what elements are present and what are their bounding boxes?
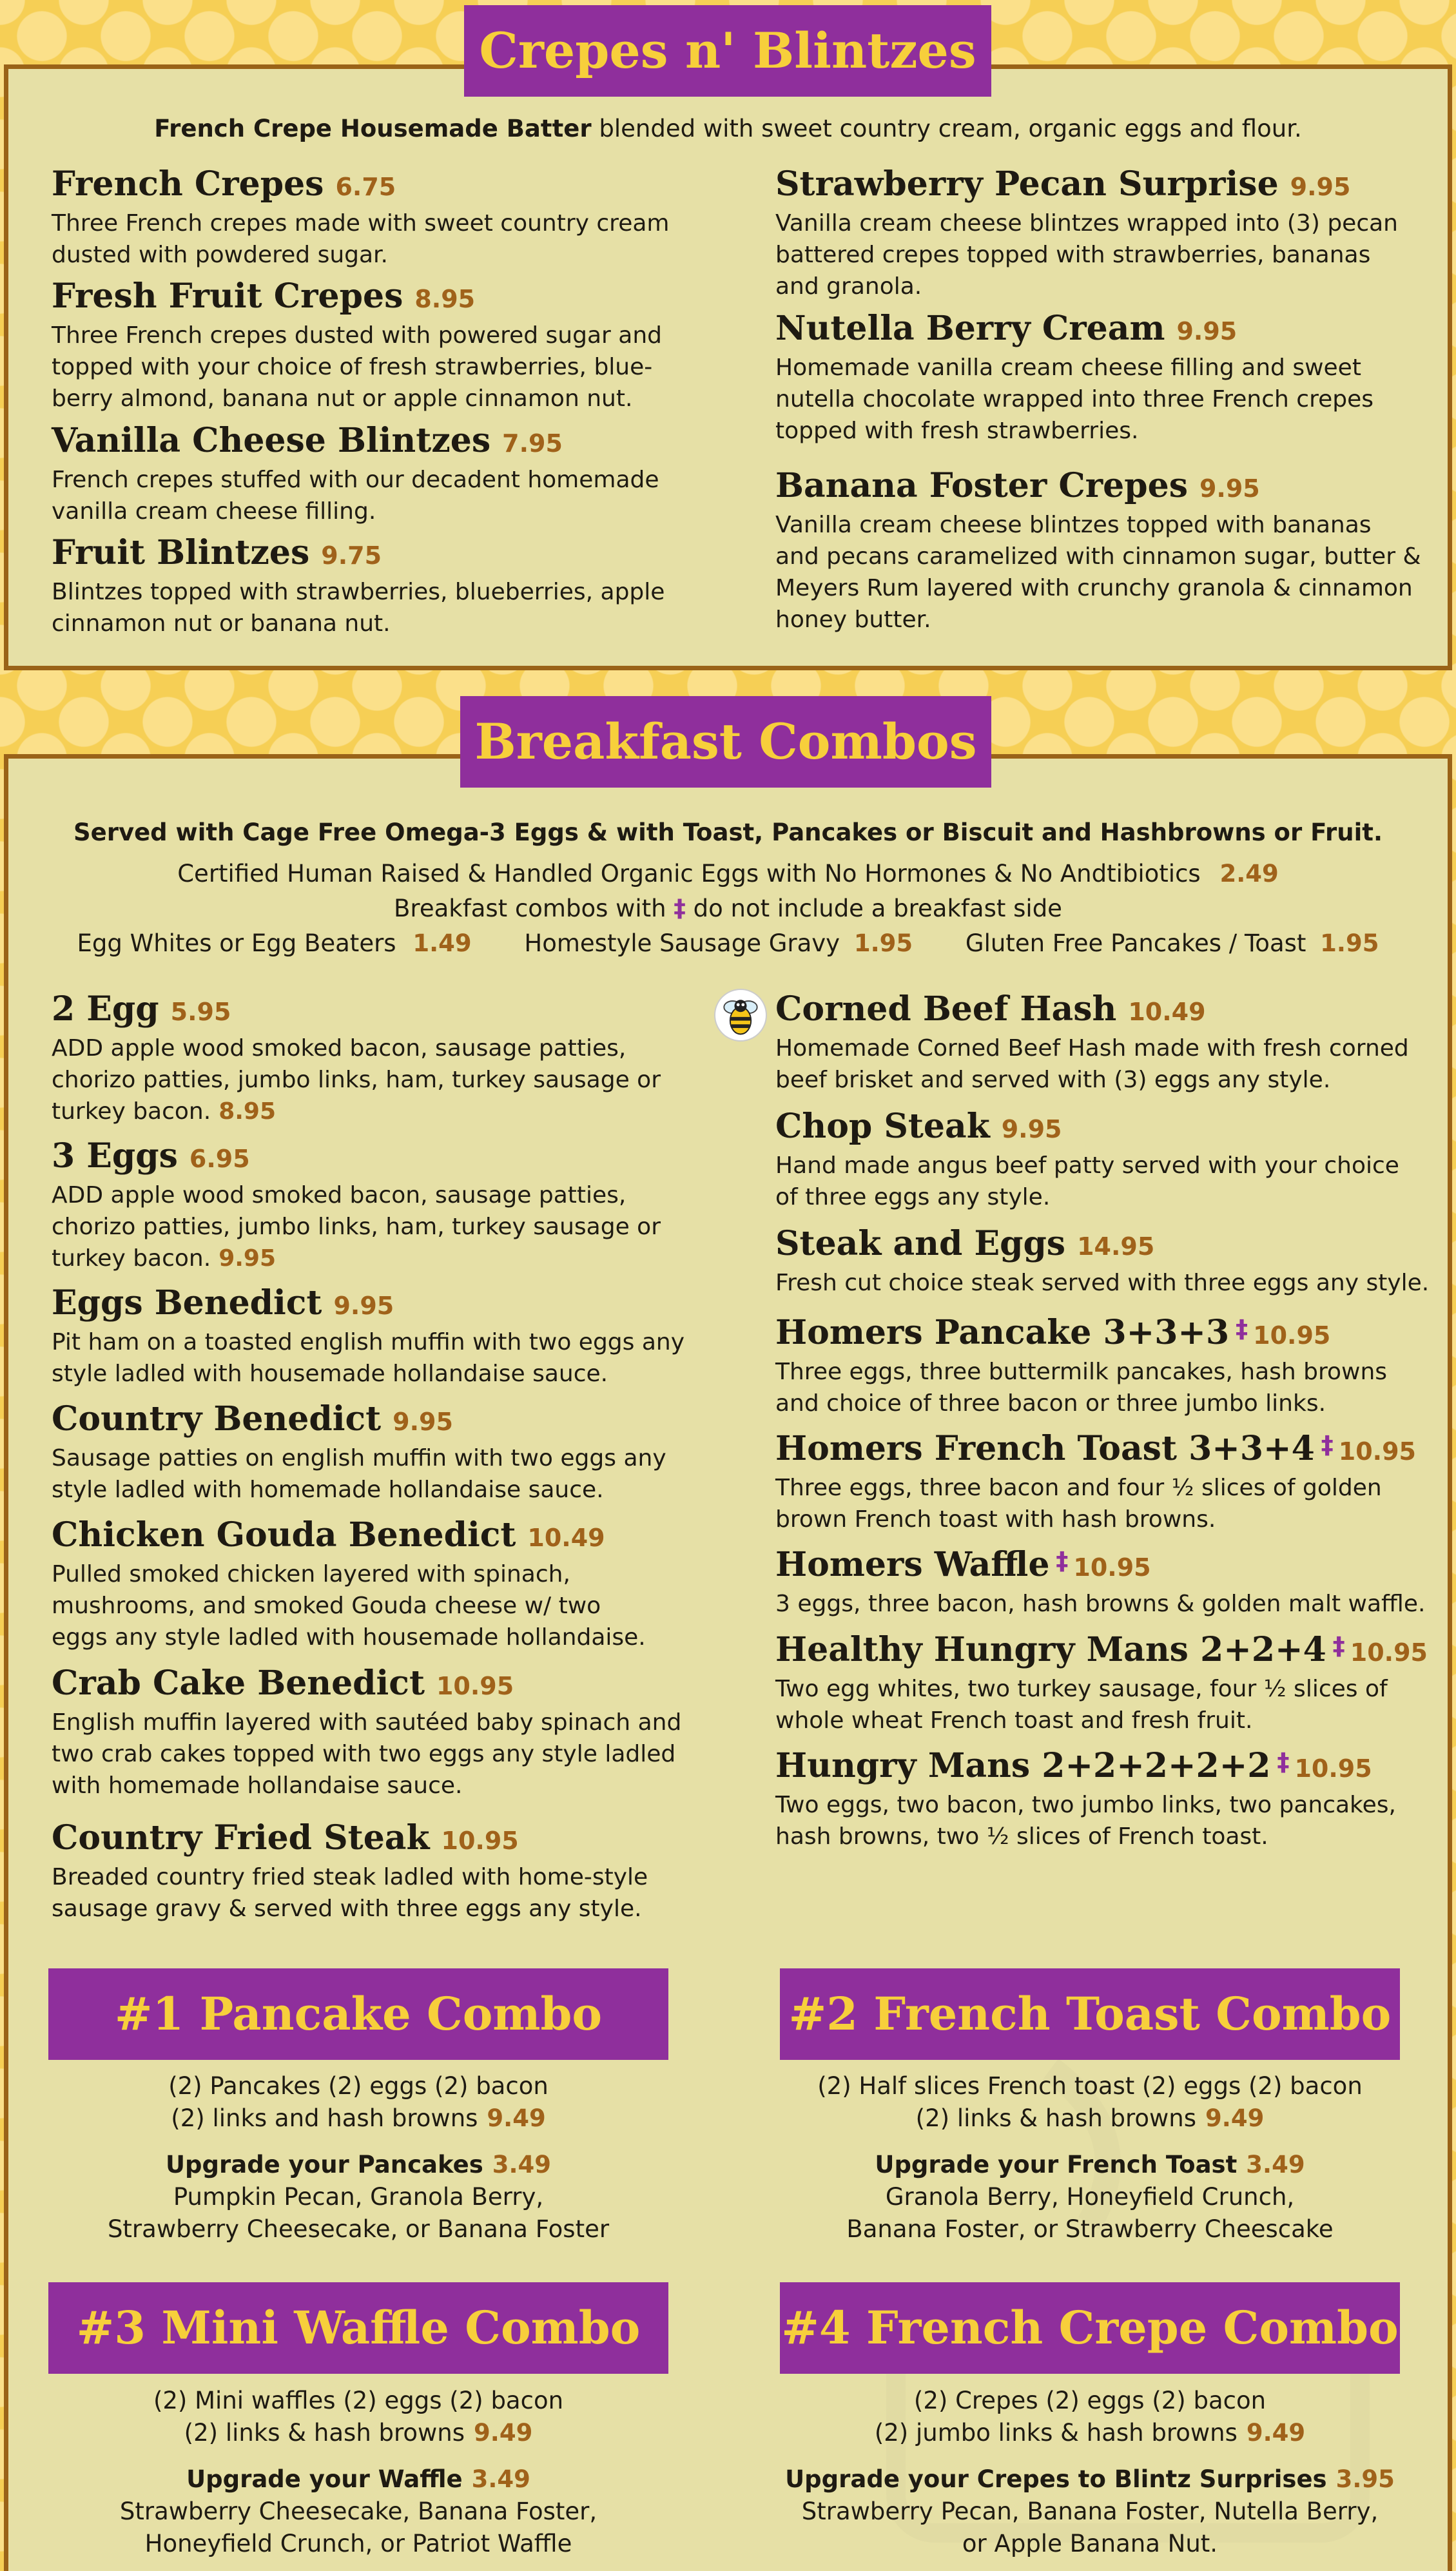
combo3-line1: (2) Mini waffles (2) eggs (2) bacon xyxy=(153,2387,564,2414)
menu-item xyxy=(52,276,722,414)
menu-item-name-line xyxy=(52,276,722,320)
menu-item-description-line xyxy=(52,1861,722,1893)
description-text: two crab cakes topped with two eggs any style ladled xyxy=(52,1741,676,1767)
menu-item xyxy=(52,164,722,271)
menu-item-description-line xyxy=(52,351,722,383)
menu-item-name-line xyxy=(775,1223,1446,1267)
menu-item xyxy=(775,465,1446,635)
combo4-line2: (2) jumbo links & hash browns xyxy=(874,2419,1238,2447)
description-text: 3 eggs, three bacon, hash browns & golden malt waffle. xyxy=(775,1591,1426,1617)
menu-item-description-line xyxy=(775,1181,1446,1213)
combo3-title: #3 Mini Waffle Combo xyxy=(48,2282,668,2374)
combo2-line2: (2) links & hash browns xyxy=(915,2104,1197,2132)
menu-item-price: 9.95 xyxy=(333,1292,394,1320)
menu-item xyxy=(52,1663,722,1801)
menu-item-name-line xyxy=(775,1741,1446,1789)
menu-item-name-line xyxy=(775,1106,1446,1150)
menu-item-description-line xyxy=(52,1326,722,1358)
menu-item-price: 10.49 xyxy=(527,1524,605,1552)
menu-item-description-line xyxy=(52,208,722,239)
crepes-intro-rest: blended with sweet country cream, organic eggs and flour. xyxy=(599,115,1302,142)
description-text: Three eggs, three bacon and four ½ slices of golden xyxy=(775,1475,1382,1501)
menu-item-name: 2 Egg xyxy=(52,989,159,1029)
menu-item-name: Eggs Benedict xyxy=(52,1283,322,1323)
description-text: Blintzes topped with strawberries, blueberries, apple xyxy=(52,579,665,605)
combo3-options2: Honeyfield Crunch, or Patriot Waffle xyxy=(144,2530,572,2557)
menu-item xyxy=(775,308,1446,447)
menu-item xyxy=(775,1540,1446,1620)
menu-item-name-line xyxy=(775,465,1446,509)
combo4-upgrade-price: 3.95 xyxy=(1335,2465,1395,2493)
combo4-options2: or Apple Banana Nut. xyxy=(962,2530,1218,2557)
menu-item-name-line xyxy=(52,1283,722,1326)
description-text: Sausage patties on english muffin with two eggs any xyxy=(52,1445,666,1471)
menu-item-name-line xyxy=(775,164,1446,208)
menu-item-description-line xyxy=(775,415,1446,447)
description-text: Fresh cut choice steak served with three eggs any style. xyxy=(775,1270,1430,1296)
combo4-price: 9.49 xyxy=(1246,2419,1306,2447)
description-text: topped with fresh strawberries. xyxy=(775,418,1139,444)
description-text: beef brisket and served with (3) eggs any style. xyxy=(775,1067,1331,1093)
description-text: Two egg whites, two turkey sausage, four ½ slices of xyxy=(775,1676,1388,1702)
menu-item-description-line xyxy=(52,1770,722,1801)
menu-item-price: 9.95 xyxy=(393,1408,453,1436)
description-text: and choice of three bacon or three jumbo links. xyxy=(775,1390,1326,1417)
menu-item xyxy=(775,164,1446,302)
crepes-section-title: Crepes n' Blintzes xyxy=(464,5,991,97)
menu-item-price: 9.95 xyxy=(1290,173,1351,201)
menu-item-description-line xyxy=(775,208,1446,239)
description-text: Three French crepes made with sweet country cream xyxy=(52,210,670,237)
menu-item-description-line xyxy=(775,239,1446,271)
combo2-options1: Granola Berry, Honeyfield Crunch, xyxy=(885,2183,1295,2211)
menu-item xyxy=(775,1223,1446,1299)
menu-item-price: 9.95 xyxy=(1176,317,1238,345)
description-text: honey butter. xyxy=(775,606,931,633)
description-text: mushrooms, and smoked Gouda cheese w/ two xyxy=(52,1593,601,1619)
description-text: turkey bacon. xyxy=(52,1245,211,1272)
combo1-line2: (2) links and hash browns xyxy=(171,2104,478,2132)
description-text: with homemade hollandaise sauce. xyxy=(52,1772,463,1799)
description-text: brown French toast with hash browns. xyxy=(775,1506,1216,1533)
menu-item xyxy=(52,1399,722,1506)
menu-item-description-line xyxy=(775,1504,1446,1535)
menu-item-description-line xyxy=(52,1590,722,1622)
menu-item-name: French Crepes xyxy=(52,164,324,204)
combo1-options2: Strawberry Cheesecake, or Banana Foster xyxy=(107,2215,610,2243)
menu-item-name: Chop Steak xyxy=(775,1107,990,1146)
combo1-upgrade-label: Upgrade your Pancakes xyxy=(165,2151,483,2178)
menu-item-price: 10.95 xyxy=(441,1827,519,1855)
menu-item-description-line xyxy=(775,1673,1446,1705)
menu-item-name: Corned Beef Hash xyxy=(775,989,1117,1029)
description-text: and granola. xyxy=(775,273,922,300)
menu-item-name-line xyxy=(52,1136,722,1179)
menu-item-description-line xyxy=(52,1893,722,1925)
menu-item-description-line xyxy=(775,1267,1446,1299)
description-text: Hand made angus beef patty served with your choice xyxy=(775,1152,1399,1179)
menu-item-name-line xyxy=(775,308,1446,352)
description-text: ADD apple wood smoked bacon, sausage patties, xyxy=(52,1035,626,1062)
menu-item-description-line xyxy=(52,1064,722,1096)
menu-item-name-line xyxy=(52,1515,722,1558)
menu-item-name-line xyxy=(775,1308,1446,1356)
description-text: hash browns, two ½ slices of French toast. xyxy=(775,1823,1268,1850)
menu-item-description-line xyxy=(52,1738,722,1770)
addon-egg-whites-price: 1.49 xyxy=(413,929,472,957)
description-text: chorizo patties, jumbo links, ham, turkey sausage or xyxy=(52,1214,661,1240)
description-text: English muffin layered with sautéed baby spinach and xyxy=(52,1709,682,1736)
menu-item-description-line xyxy=(52,1622,722,1653)
menu-item-add-price: 8.95 xyxy=(218,1098,277,1125)
menu-item-price: 5.95 xyxy=(170,998,231,1026)
menu-item xyxy=(52,420,722,527)
dagger-note-a: Breakfast combos with xyxy=(394,895,666,922)
description-text: nutella chocolate wrapped into three French crepes xyxy=(775,386,1373,412)
menu-item-description-line xyxy=(52,383,722,414)
menu-item-description-line xyxy=(52,1474,722,1506)
menu-item-description-line xyxy=(775,604,1446,635)
menu-item-name: Healthy Hungry Mans 2+2+4 xyxy=(775,1630,1326,1669)
menu-item-description-line xyxy=(52,1558,722,1590)
menu-item-description-line xyxy=(775,1356,1446,1388)
menu-item-description-line xyxy=(775,1588,1446,1620)
menu-item-price: 10.49 xyxy=(1128,998,1206,1026)
menu-item-name-line xyxy=(52,532,722,576)
menu-item-price: 8.95 xyxy=(414,285,476,313)
combo1-title: #1 Pancake Combo xyxy=(48,1968,668,2060)
menu-item-price: 6.95 xyxy=(189,1145,250,1173)
description-text: cinnamon nut or banana nut. xyxy=(52,610,391,637)
combo2-line1: (2) Half slices French toast (2) eggs (2) bacon xyxy=(817,2072,1363,2100)
menu-item-name: Hungry Mans 2+2+2+2+2 xyxy=(775,1746,1271,1785)
description-text: of three eggs any style. xyxy=(775,1184,1051,1210)
menu-item xyxy=(52,532,722,639)
menu-item-description-line xyxy=(52,608,722,639)
combo1-line1: (2) Pancakes (2) eggs (2) bacon xyxy=(168,2072,548,2100)
description-text: Breaded country fried steak ladled with home-style xyxy=(52,1864,648,1890)
description-text: eggs any style ladled with housemade hollandaise. xyxy=(52,1624,646,1651)
menu-item-name: Country Benedict xyxy=(52,1399,382,1439)
description-text: style ladled with housemade hollandaise sauce. xyxy=(52,1361,608,1387)
description-text: ADD apple wood smoked bacon, sausage patties, xyxy=(52,1182,626,1208)
description-text: style ladled with homemade hollandaise sauce. xyxy=(52,1477,604,1503)
menu-item-add-price: 9.95 xyxy=(218,1245,277,1272)
menu-item-description-line xyxy=(52,320,722,351)
menu-item-price: 10.95 xyxy=(1073,1553,1151,1582)
breakfast-addons xyxy=(0,929,1456,957)
breakfast-intro-dagger-note xyxy=(0,895,1456,922)
menu-item-price: 10.95 xyxy=(1253,1321,1331,1350)
combo2-details xyxy=(781,2070,1399,2246)
breakfast-intro-organic xyxy=(0,860,1456,888)
menu-item xyxy=(775,1741,1446,1852)
menu-item-price: 7.95 xyxy=(502,429,563,458)
menu-item-price: 6.75 xyxy=(335,173,396,201)
menu-item xyxy=(775,1424,1446,1535)
menu-item-name: Nutella Berry Cream xyxy=(775,309,1165,348)
menu-item xyxy=(775,1625,1446,1736)
menu-item-description-line xyxy=(52,1243,722,1274)
combo3-details xyxy=(49,2385,668,2560)
menu-item-name: Fruit Blintzes xyxy=(52,533,310,572)
menu-item-name: Homers Waffle xyxy=(775,1545,1050,1584)
description-text: Homemade Corned Beef Hash made with fresh corned xyxy=(775,1035,1409,1062)
menu-item-description-line xyxy=(775,509,1446,541)
description-text: Vanilla cream cheese blintzes topped with bananas xyxy=(775,512,1372,538)
menu-item-description-line xyxy=(52,496,722,527)
bee-icon xyxy=(714,989,767,1042)
dagger-note-b: do not include a breakfast side xyxy=(693,895,1062,922)
combo2-price: 9.49 xyxy=(1205,2104,1265,2132)
addon-sausage-gravy: Homestyle Sausage Gravy xyxy=(524,929,840,957)
combo4-upgrade-label: Upgrade your Crepes to Blintz Surprises xyxy=(785,2465,1327,2493)
menu-item-price: 10.95 xyxy=(1338,1437,1416,1466)
description-text: turkey bacon. xyxy=(52,1098,211,1125)
menu-item-name: Country Fried Steak xyxy=(52,1818,430,1858)
description-text: topped with your choice of fresh strawberries, blue- xyxy=(52,354,653,380)
menu-item-description-line xyxy=(775,541,1446,572)
crepes-intro xyxy=(0,115,1456,142)
menu-item xyxy=(775,989,1446,1096)
menu-item xyxy=(775,1106,1446,1213)
menu-item-description-line xyxy=(775,1705,1446,1736)
combo3-options1: Strawberry Cheesecake, Banana Foster, xyxy=(119,2498,597,2525)
menu-item-description-line xyxy=(52,1358,722,1390)
menu-item-price: 9.75 xyxy=(321,541,382,570)
combo4-details xyxy=(781,2385,1399,2560)
description-text: Meyers Rum layered with crunchy granola & cinnamon xyxy=(775,575,1413,601)
menu-item-name: Homers Pancake 3+3+3 xyxy=(775,1313,1230,1352)
menu-item-name: Crab Cake Benedict xyxy=(52,1664,425,1703)
no-side-dagger: ‡ xyxy=(1236,1315,1248,1343)
menu-item-description-line xyxy=(775,1150,1446,1181)
addon-gluten-free: Gluten Free Pancakes / Toast xyxy=(965,929,1306,957)
menu-item xyxy=(775,1308,1446,1419)
menu-item-description-line xyxy=(52,1033,722,1064)
crepes-intro-bold: French Crepe Housemade Batter xyxy=(154,115,592,142)
combo2-upgrade-label: Upgrade your French Toast xyxy=(875,2151,1238,2178)
description-text: and pecans caramelized with cinnamon sugar, butter & xyxy=(775,543,1421,570)
menu-item-description-line xyxy=(775,1064,1446,1096)
description-text: Vanilla cream cheese blintzes wrapped into (3) pecan xyxy=(775,210,1398,237)
menu-item-name: Homers French Toast 3+3+4 xyxy=(775,1429,1315,1468)
combo1-details xyxy=(49,2070,668,2246)
menu-item-name-line xyxy=(775,1540,1446,1588)
menu-item-name: Strawberry Pecan Surprise xyxy=(775,164,1279,204)
combo3-price: 9.49 xyxy=(474,2419,533,2447)
dagger-symbol: ‡ xyxy=(674,895,686,922)
menu-item-name-line xyxy=(775,989,1446,1033)
no-side-dagger: ‡ xyxy=(1321,1431,1334,1459)
menu-item-description-line xyxy=(52,1707,722,1738)
description-text: Homemade vanilla cream cheese filling and sweet xyxy=(775,354,1361,381)
menu-item-description-line xyxy=(52,239,722,271)
breakfast-section-title: Breakfast Combos xyxy=(460,696,991,788)
combo4-title: #4 French Crepe Combo xyxy=(780,2282,1400,2374)
menu-item-description-line xyxy=(52,1179,722,1211)
addon-egg-whites: Egg Whites or Egg Beaters xyxy=(77,929,396,957)
description-text: whole wheat French toast and fresh fruit. xyxy=(775,1707,1253,1734)
menu-item-description-line xyxy=(775,1472,1446,1504)
menu-item-description-line xyxy=(775,1388,1446,1419)
menu-item-name: 3 Eggs xyxy=(52,1136,178,1176)
organic-eggs-price: 2.49 xyxy=(1219,860,1279,888)
menu-item-description-line xyxy=(52,576,722,608)
menu-item-price: 9.95 xyxy=(1199,474,1260,503)
menu-item-name-line xyxy=(775,1625,1446,1673)
menu-item-description-line xyxy=(775,352,1446,383)
addon-gluten-free-price: 1.95 xyxy=(1320,929,1379,957)
menu-item-name-line xyxy=(52,164,722,208)
combo1-upgrade-price: 3.49 xyxy=(492,2151,552,2178)
description-text: Pulled smoked chicken layered with spinach, xyxy=(52,1561,570,1587)
organic-eggs-text: Certified Human Raised & Handled Organic Eggs with No Hormones & No Andtibiotics xyxy=(177,860,1201,888)
description-text: berry almond, banana nut or apple cinnamon nut. xyxy=(52,385,633,412)
menu-item-name: Banana Foster Crepes xyxy=(775,466,1188,505)
combo1-price: 9.49 xyxy=(487,2104,546,2132)
menu-item-price: 14.95 xyxy=(1077,1232,1155,1261)
description-text: battered crepes topped with strawberries, bananas xyxy=(775,242,1371,268)
description-text: French crepes stuffed with our decadent homemade xyxy=(52,467,659,493)
menu-item xyxy=(52,1515,722,1653)
menu-item xyxy=(52,1283,722,1390)
description-text: sausage gravy & served with three eggs any style. xyxy=(52,1896,642,1922)
addon-sausage-gravy-price: 1.95 xyxy=(853,929,913,957)
menu-item-name: Vanilla Cheese Blintzes xyxy=(52,421,491,460)
menu-item-description-line xyxy=(775,1789,1446,1821)
menu-item xyxy=(52,1136,722,1274)
description-text: chorizo patties, jumbo links, ham, turkey sausage or xyxy=(52,1067,661,1093)
menu-item-price: 10.95 xyxy=(436,1672,514,1700)
no-side-dagger: ‡ xyxy=(1056,1547,1069,1575)
menu-item-description-line xyxy=(775,271,1446,302)
combo3-upgrade-label: Upgrade your Waffle xyxy=(186,2465,463,2493)
menu-item-description-line xyxy=(775,383,1446,415)
menu-item-price: 10.95 xyxy=(1294,1754,1372,1783)
menu-item-description-line xyxy=(52,1096,722,1127)
menu-item-description-line xyxy=(775,572,1446,604)
description-text: Three French crepes dusted with powered sugar and xyxy=(52,322,663,349)
combo3-upgrade-price: 3.49 xyxy=(471,2465,530,2493)
no-side-dagger: ‡ xyxy=(1277,1748,1290,1776)
menu-item-description-line xyxy=(52,464,722,496)
no-side-dagger: ‡ xyxy=(1332,1632,1345,1660)
menu-item-price: 9.95 xyxy=(1001,1115,1062,1143)
menu-item-description-line xyxy=(775,1033,1446,1064)
combo2-title: #2 French Toast Combo xyxy=(780,1968,1400,2060)
combo4-options1: Strawberry Pecan, Banana Foster, Nutella Berry, xyxy=(801,2498,1379,2525)
menu-item-description-line xyxy=(775,1821,1446,1852)
combo2-options2: Banana Foster, or Strawberry Cheescake xyxy=(846,2215,1334,2243)
menu-item-description-line xyxy=(52,1442,722,1474)
menu-item-name-line xyxy=(52,1399,722,1442)
menu-item-description-line xyxy=(52,1211,722,1243)
menu-item xyxy=(52,1818,722,1925)
combo4-line1: (2) Crepes (2) eggs (2) bacon xyxy=(913,2387,1267,2414)
menu-item-name-line xyxy=(775,1424,1446,1472)
menu-item-name: Chicken Gouda Benedict xyxy=(52,1515,516,1555)
menu-item-name: Steak and Eggs xyxy=(775,1224,1066,1263)
menu-item-name-line xyxy=(52,1663,722,1707)
description-text: vanilla cream cheese filling. xyxy=(52,498,376,525)
menu-item-name: Fresh Fruit Crepes xyxy=(52,277,403,316)
menu-item-price: 10.95 xyxy=(1350,1638,1428,1667)
description-text: dusted with powdered sugar. xyxy=(52,242,388,268)
description-text: Two eggs, two bacon, two jumbo links, two pancakes, xyxy=(775,1792,1396,1818)
description-text: Three eggs, three buttermilk pancakes, hash browns xyxy=(775,1359,1388,1385)
combo2-upgrade-price: 3.49 xyxy=(1246,2151,1305,2178)
menu-item-name-line xyxy=(52,1818,722,1861)
breakfast-intro-served: Served with Cage Free Omega-3 Eggs & with Toast, Pancakes or Biscuit and Hashbrowns or Fruit. xyxy=(73,819,1383,846)
combo1-options1: Pumpkin Pecan, Granola Berry, xyxy=(173,2183,544,2211)
menu-item-name-line xyxy=(52,989,722,1033)
description-text: Pit ham on a toasted english muffin with two eggs any xyxy=(52,1329,685,1355)
menu-item-name-line xyxy=(52,420,722,464)
menu-item xyxy=(52,989,722,1127)
combo3-line2: (2) links & hash browns xyxy=(184,2419,465,2447)
